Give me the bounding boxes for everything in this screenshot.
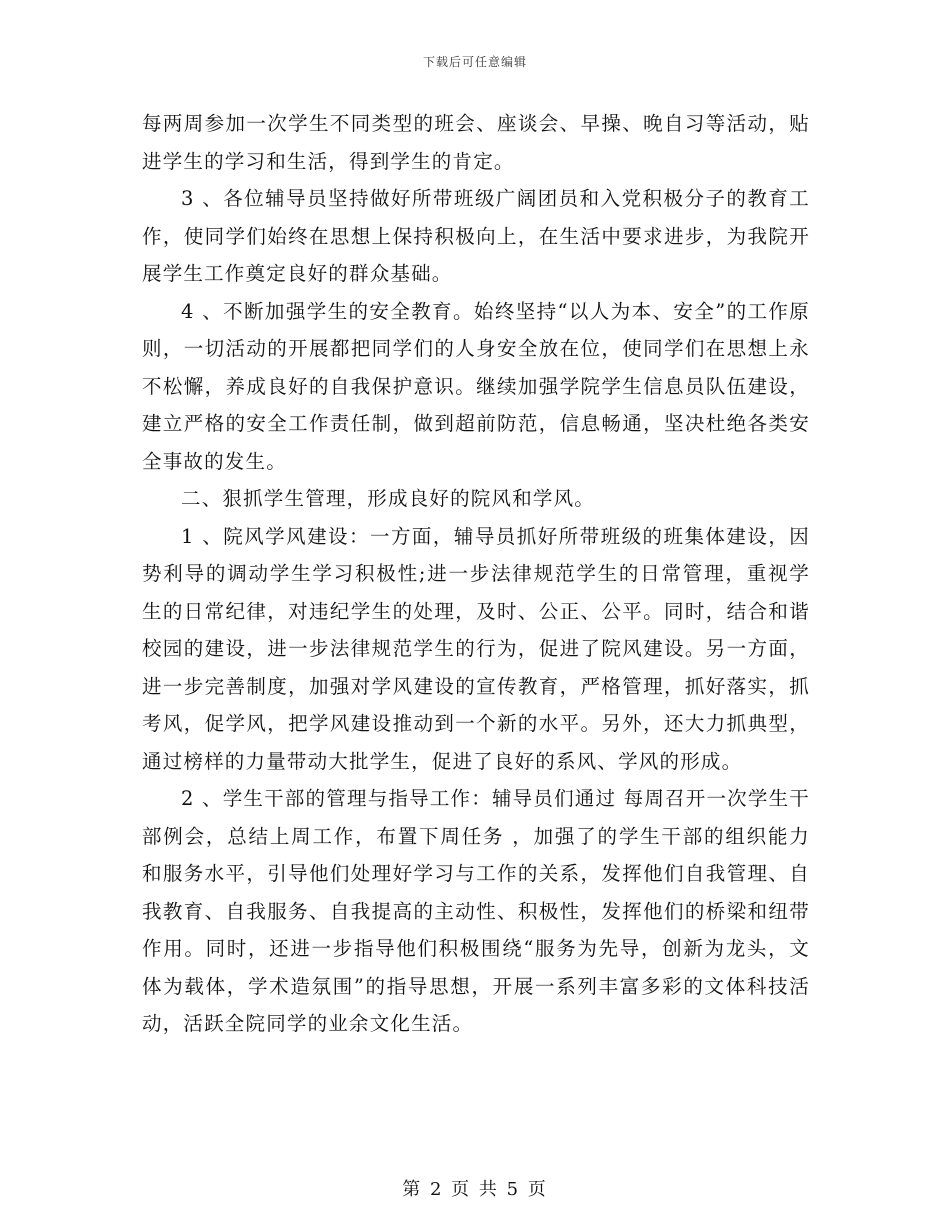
- document-body: [142, 105, 810, 1043]
- paragraph-5: 2 、学生干部的管理与指导工作：辅导员们通过 每周召开一次学生干部例会，总结上周工作，布置下周任务 ，加强了的学生干部的组织能力和服务水平，引导他们处理好学习与工作的关系，发挥他们自我管理、自我教育、自我服务、自我提高的主动性、积极性，发挥他们的桥梁和纽带作用。同时，还进一步指导他们积极围绕“服务为先导，创新为龙头，文体为载体，学术造氛围”的指导思想，开展一系列丰富多彩的文体科技活动，活跃全院同学的业余文化生活。: [142, 787, 810, 1035]
- paragraph-2: 3 、各位辅导员坚持做好所带班级广阔团员和入党积极分子的教育工作，使同学们始终在思想上保持积极向上，在生活中要求进步，为我院开展学生工作奠定良好的群众基础。: [142, 187, 810, 285]
- page-header: 下载后可任意编辑: [422, 55, 527, 69]
- paragraph-1: 每两周参加一次学生不同类型的班会、座谈会、早操、晚自习等活动，贴进学生的学习和生活，得到学生的肯定。: [142, 112, 810, 173]
- paragraph-3: 4 、不断加强学生的安全教育。始终坚持“以人为本、安全”的工作原则，一切活动的开展都把同学们的人身安全放在位，使同学们在思想上永不松懈，养成良好的自我保护意识。继续加强学院学生信息员队伍建设，建立严格的安全工作责任制，做到超前防范，信息畅通，坚决杜绝各类安全事故的发生。: [142, 299, 810, 473]
- paragraph-4: 1 、院风学风建设：一方面，辅导员抓好所带班级的班集体建设，因势利导的调动学生学习积极性;进一步法律规范学生的日常管理，重视学生的日常纪律，对违纪学生的处理，及时、公正、公平。同时，结合和谐校园的建设，进一步法律规范学生的行为，促进了院风建设。另一方面，进一步完善制度，加强对学风建设的宣传教育，严格管理，抓好落实，抓考风，促学风，把学风建设推动到一个新的水平。另外，还大力抓典型，通过榜样的力量带动大批学生，促进了良好的系风、学风的形成。: [142, 524, 810, 773]
- section-heading: 二、狠抓学生管理，形成良好的院风和学风。: [181, 487, 596, 510]
- page-number: 第 2 页 共 5 页: [402, 1179, 548, 1200]
